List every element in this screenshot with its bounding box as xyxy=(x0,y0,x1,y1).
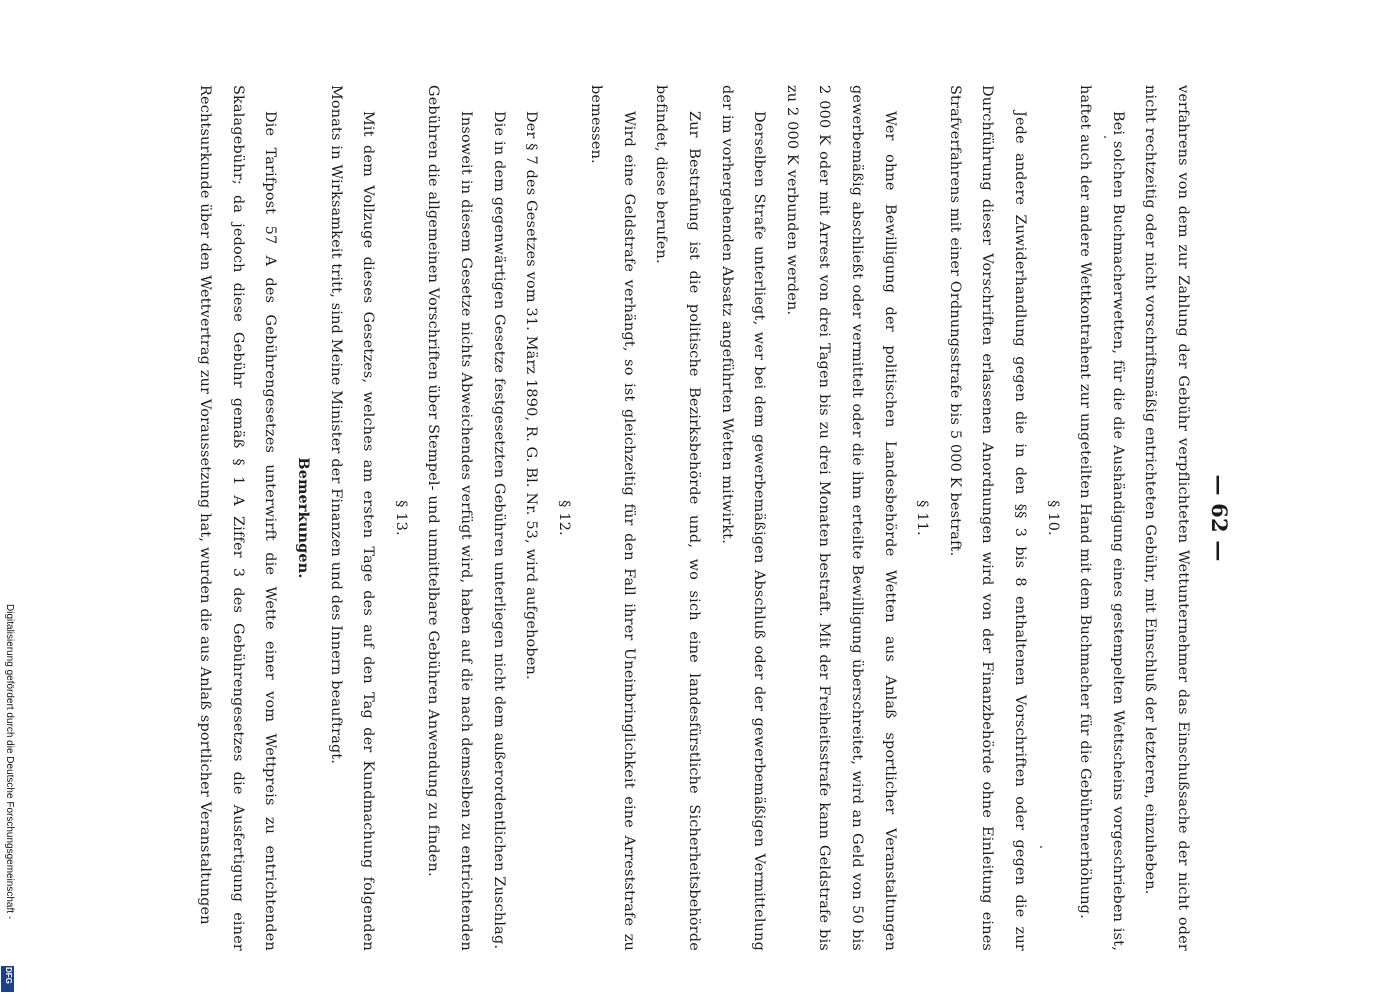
section-heading: § 13. xyxy=(392,500,409,536)
digitization-note-text: Digitalisierung gefördert durch die Deutsche Forschungsgemeinschaft - xyxy=(4,604,15,920)
paragraph: Derselben Strafe unterliegt, wer bei dem gewerbemäßigen Abschluß oder der gewerbemäßigen Vermittelung der im vorhergehenden Absatz angeführten Wetten mitwirkt. xyxy=(718,85,768,951)
paragraph: Bei solchen Buchmacherwetten, für die die Aushändigung eines gestempelten Wettscheins vorgeschrieben ist, haftet auch der andere Wettkontrahent zur ungeteilten Hand mit dem Buchmacher für die Gebührenerhöhung. xyxy=(1077,85,1126,951)
remarks-heading: Bemerkungen. xyxy=(294,457,312,579)
scan-speck xyxy=(1040,846,1042,848)
paragraph: Die in dem gegenwärtigen Gesetze festgesetzten Gebühren unterliegen nicht dem außerordentlichen Zuschlag. xyxy=(490,111,507,950)
section-heading: § 11. xyxy=(914,500,931,536)
section-heading: § 10. xyxy=(1044,500,1061,536)
paragraph: Jede andere Zuwiderhandlung gegen die in den §§ 3 bis 8 enthaltenen Vorschriften oder gegen die zur Durchführung dieser Vorschriften erlassenen Anordnungen wird von der Finanzbehörde ohne Einleitung eines Strafverfahrens mit einer Ordnungsstrafe bis 5 000 K bestraft. xyxy=(946,85,1029,951)
dfg-logo-text: DFG xyxy=(4,967,13,984)
rotated-text-block xyxy=(150,55,1245,975)
page-content xyxy=(150,55,1245,975)
paragraph: Der § 7 des Gesetzes vom 31. März 1890, R. G. Bl. Nr. 53, wird aufgehoben. xyxy=(523,111,540,680)
digitization-note xyxy=(0,0,16,1000)
paragraph: Insoweit in diesem Gesetze nichts Abweichendes verfügt wird, haben auf die nach demselben zu entrichtenden Gebühren die allgemeinen Vorschriften über Stempel- und unmittelbare Gebühren Anwendung zu finden. xyxy=(425,85,474,951)
paragraph: Wird eine Geldstrafe verhängt, so ist gleichzeitig für den Fall ihrer Uneinbringlichkeit eine Arreststrafe zu bemessen. xyxy=(588,85,637,951)
dfg-logo-icon xyxy=(1,966,14,992)
page-number: — 62 — xyxy=(1207,474,1232,562)
paragraph: Wer ohne Bewilligung der politischen Landesbehörde Wetten aus Anlaß sportlicher Veranstaltungen gewerbemäßig abschließt oder vermittelt oder die ihm erteilte Bewilligung überschreitet, wird an Geld von 50 bis 2 000 K oder mit Arrest von drei Tagen bis zu drei Monaten bestraft. Mit der Freiheitsstrafe kann Geldstrafe bis zu 2 000 K verbunden werden. xyxy=(783,85,898,951)
section-heading: § 12. xyxy=(555,500,572,536)
paragraph: verfahrens von dem zur Zahlung der Gebühr verpflichteten Wettunternehmer das Einschußsache der nicht oder nicht rechtzeitig oder nicht vorschriftsmäßig entrichteten Gebühr, mit Einschluß der letzteren, einzuheben. xyxy=(1142,85,1191,951)
paragraph: Zur Bestrafung ist die politische Bezirksbehörde und, wo sich eine landesfürstliche Sicherheitsbehörde befindet, diese berufen. xyxy=(653,85,703,951)
scan-speck xyxy=(1104,136,1106,138)
paragraph: Mit dem Vollzuge dieses Gesetzes, welches am ersten Tage des auf den Tag der Kundmachung folgenden Monats in Wirksamkeit tritt, sind Meine Minister der Finanzen und des Innern beauftragt. xyxy=(327,85,377,951)
paragraph: Die Tarifpost 57 A des Gebührengesetzes unterwirft die Wette einer vom Wettpreis zu entrichtenden Skalagebühr; da jedoch diese Gebühr gemäß § 1 A Ziffer 3 des Gebührengesetzes die Ausfertigung einer Rechtsurkunde über den Wettvertrag zur Voraussetzung hat, wurden die aus Anlaß sportlicher Veranstaltungen xyxy=(197,85,279,951)
